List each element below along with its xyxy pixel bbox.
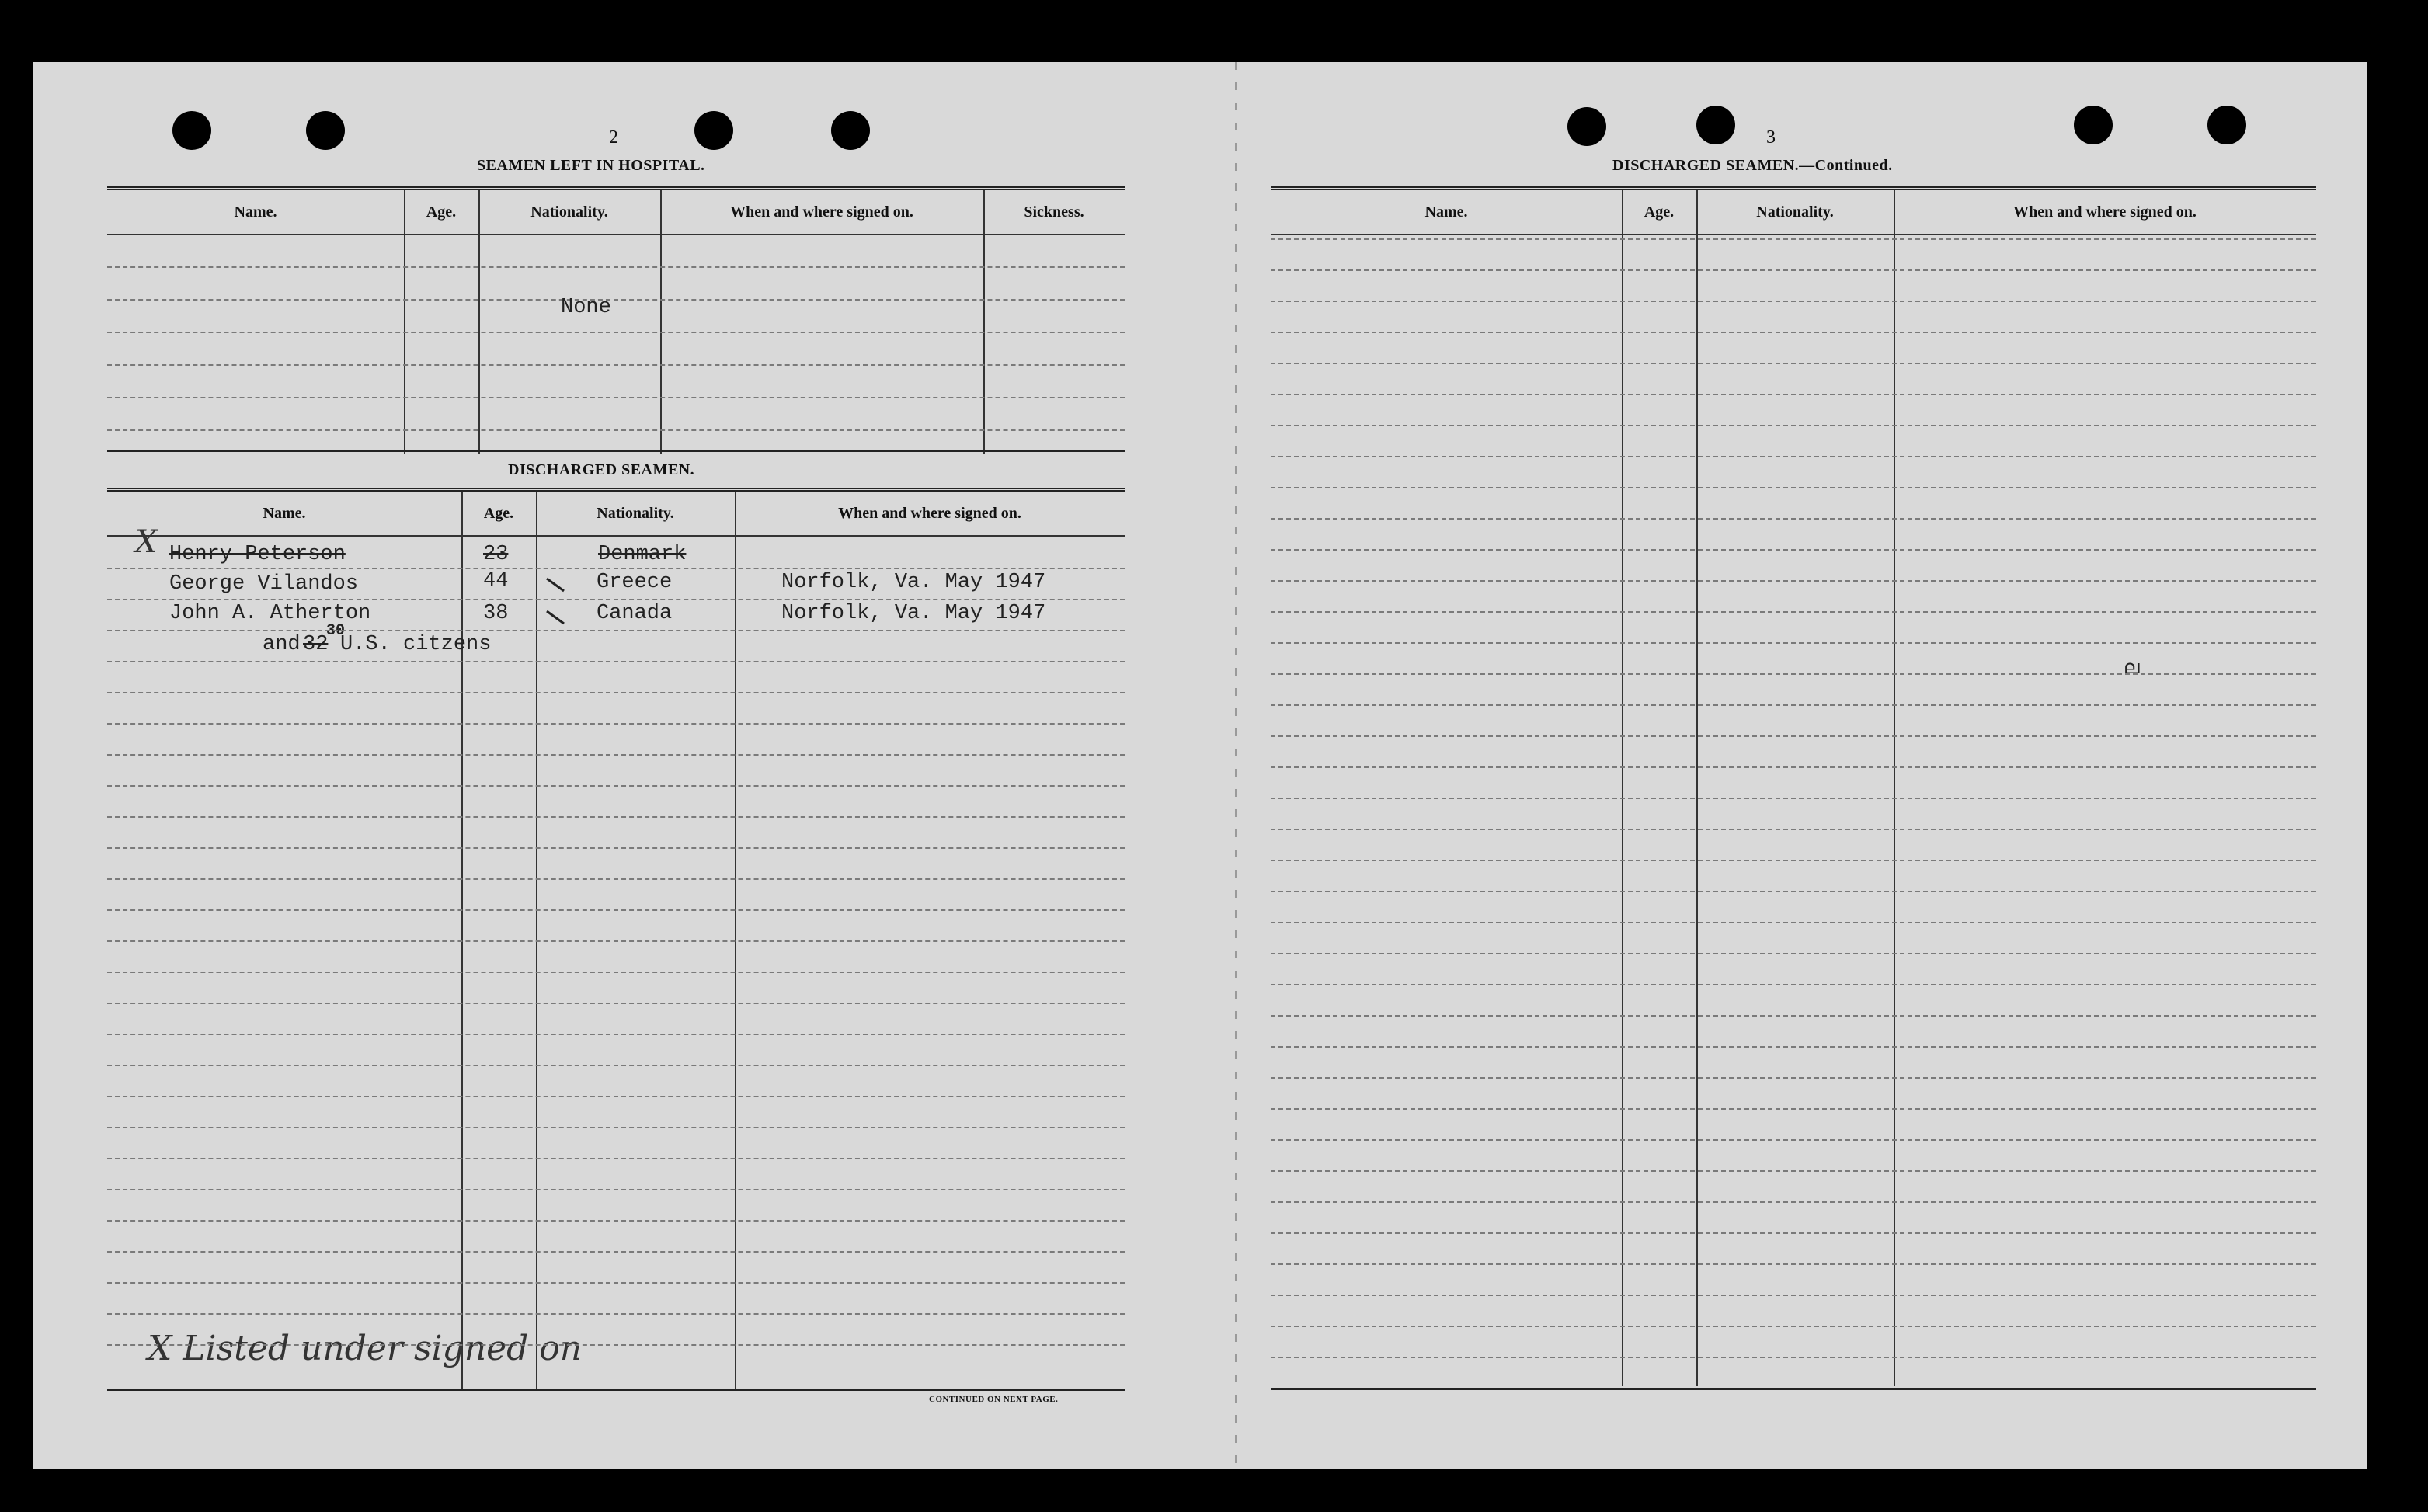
ruled-line	[1271, 1046, 2316, 1048]
discharged-continued-table	[1271, 186, 2316, 1402]
ruled-line	[1271, 1357, 2316, 1358]
ruled-line	[1271, 1295, 2316, 1296]
header-rule	[107, 535, 1125, 537]
table-bottom-rule	[107, 1389, 1125, 1391]
ruled-line	[107, 661, 1125, 662]
ruled-line	[1271, 1077, 2316, 1079]
ruled-line	[1271, 1170, 2316, 1172]
ruled-line	[107, 568, 1125, 569]
ruled-line	[107, 1096, 1125, 1097]
column-header-name: Name.	[234, 203, 277, 221]
table-cell-nationality: Greece	[597, 571, 673, 594]
column-header-name: Name.	[263, 504, 306, 522]
ruled-line	[107, 1003, 1125, 1004]
ruled-line	[107, 266, 1125, 268]
column-header-nationality: Nationality.	[530, 203, 608, 221]
ruled-line	[107, 847, 1125, 849]
column-header-age: Age.	[1644, 203, 1675, 221]
note-struck-count: 32	[303, 633, 329, 656]
ruled-line	[107, 1158, 1125, 1159]
ruled-line	[1271, 269, 2316, 271]
punch-hole	[694, 111, 733, 150]
page-fold	[1235, 62, 1237, 1469]
page-number: 3	[1766, 127, 1776, 148]
table-cell-name: Henry Peterson	[169, 543, 346, 566]
ruled-line	[1271, 332, 2316, 333]
column-divider	[1894, 190, 1895, 1386]
table-cell-age: 44	[483, 569, 509, 593]
ruled-line	[1271, 363, 2316, 364]
column-header-name: Name.	[1424, 203, 1468, 221]
hospital-entry: None	[561, 296, 611, 319]
ruled-line	[1271, 580, 2316, 582]
hospital-table	[107, 186, 1125, 454]
ruled-line	[1271, 673, 2316, 675]
ruled-line	[107, 909, 1125, 911]
ruled-line	[107, 816, 1125, 818]
ruled-line	[1271, 456, 2316, 457]
punch-hole	[2207, 106, 2246, 144]
handwritten-footnote: X Listed under signed on	[148, 1329, 583, 1368]
ruled-line	[107, 1189, 1125, 1190]
ruled-line	[1271, 860, 2316, 861]
note-count: 30	[326, 622, 346, 640]
handwritten-x-mark: X	[135, 524, 158, 560]
ruled-line	[1271, 1015, 2316, 1017]
ruled-line	[1271, 766, 2316, 768]
ruled-line	[107, 599, 1125, 600]
punch-hole	[172, 111, 211, 150]
ruled-line	[107, 878, 1125, 880]
ruled-line	[1271, 1139, 2316, 1141]
column-header-age: Age.	[426, 203, 457, 221]
table-bottom-rule	[107, 450, 1125, 452]
ruled-line	[107, 692, 1125, 693]
ruled-line	[107, 1065, 1125, 1066]
ruled-line	[107, 364, 1125, 366]
column-header-age: Age.	[483, 504, 514, 522]
ruled-line	[1271, 301, 2316, 302]
column-header-sickness: Sickness.	[1024, 203, 1084, 221]
column-header-signed-on: When and where signed on.	[838, 504, 1021, 522]
column-divider	[1622, 190, 1623, 1386]
ruled-line	[107, 1344, 1125, 1346]
punch-hole	[306, 111, 345, 150]
ruled-line	[107, 972, 1125, 973]
ruled-line	[1271, 953, 2316, 954]
column-header-nationality: Nationality.	[1756, 203, 1834, 221]
column-header-signed-on: When and where signed on.	[730, 203, 913, 221]
ruled-line	[107, 754, 1125, 756]
ruled-line	[107, 332, 1125, 333]
table-cell-age: 23	[483, 543, 509, 566]
ruled-line	[107, 630, 1125, 631]
table-cell-nationality: Denmark	[598, 543, 687, 566]
document-page	[33, 62, 2367, 1469]
ruled-line	[1271, 394, 2316, 395]
discharged-continued-title: DISCHARGED SEAMEN.—Continued.	[1612, 157, 1893, 174]
ruled-line	[1271, 1263, 2316, 1265]
table-cell-name: John A. Atherton	[169, 602, 371, 625]
column-divider	[983, 190, 985, 454]
table-bottom-rule	[1271, 1388, 2316, 1390]
ruled-line	[1271, 735, 2316, 737]
ruled-line	[107, 785, 1125, 787]
column-divider	[660, 190, 662, 454]
ruled-line	[1271, 1201, 2316, 1203]
column-divider	[404, 190, 405, 454]
ruled-line	[107, 1127, 1125, 1128]
punch-hole	[1696, 106, 1735, 144]
ruled-line	[107, 1251, 1125, 1253]
ruled-line	[107, 1034, 1125, 1035]
ruled-line	[107, 429, 1125, 431]
discharged-table	[107, 488, 1125, 1392]
header-rule	[107, 234, 1125, 235]
punch-hole	[1567, 107, 1606, 146]
ruled-line	[1271, 1326, 2316, 1327]
ruled-line	[1271, 611, 2316, 613]
ruled-line	[107, 1313, 1125, 1315]
page-number: 2	[609, 127, 618, 148]
note-prefix: and	[263, 633, 301, 656]
ruled-line	[1271, 922, 2316, 923]
column-header-signed-on: When and where signed on.	[2013, 203, 2197, 221]
ruled-line	[107, 299, 1125, 301]
ruled-line	[1271, 487, 2316, 488]
ruled-line	[107, 397, 1125, 398]
tick-marks	[542, 568, 589, 638]
ruled-line	[1271, 704, 2316, 706]
table-cell-signed-on: Norfolk, Va. May 1947	[781, 602, 1046, 625]
continued-note: CONTINUED ON NEXT PAGE.	[929, 1395, 1059, 1404]
column-divider	[478, 190, 480, 454]
discharged-section-title: DISCHARGED SEAMEN.	[508, 461, 695, 478]
column-header-nationality: Nationality.	[597, 504, 674, 522]
table-cell-name: George Vilandos	[169, 572, 359, 596]
punch-hole	[831, 111, 870, 150]
ruled-line	[1271, 829, 2316, 830]
ruled-line	[1271, 984, 2316, 985]
hospital-section-title: SEAMEN LEFT IN HOSPITAL.	[477, 157, 705, 174]
stray-mark: ല	[2124, 659, 2140, 680]
column-divider	[1696, 190, 1698, 1386]
ruled-line	[107, 1282, 1125, 1284]
table-cell-age: 38	[483, 602, 509, 625]
ruled-line	[1271, 425, 2316, 426]
ruled-line	[1271, 549, 2316, 551]
table-cell-nationality: Canada	[597, 602, 673, 625]
ruled-line	[1271, 518, 2316, 520]
ruled-line	[1271, 891, 2316, 892]
ruled-line	[1271, 1108, 2316, 1110]
note-suffix: U.S. citzens	[340, 633, 492, 656]
ruled-line	[1271, 798, 2316, 799]
ruled-line	[1271, 238, 2316, 240]
ruled-line	[107, 1220, 1125, 1222]
punch-hole	[2074, 106, 2113, 144]
ruled-line	[1271, 1232, 2316, 1234]
header-rule	[1271, 234, 2316, 235]
ruled-line	[107, 940, 1125, 942]
ruled-line	[107, 723, 1125, 725]
table-cell-signed-on: Norfolk, Va. May 1947	[781, 571, 1046, 594]
ruled-line	[1271, 642, 2316, 644]
